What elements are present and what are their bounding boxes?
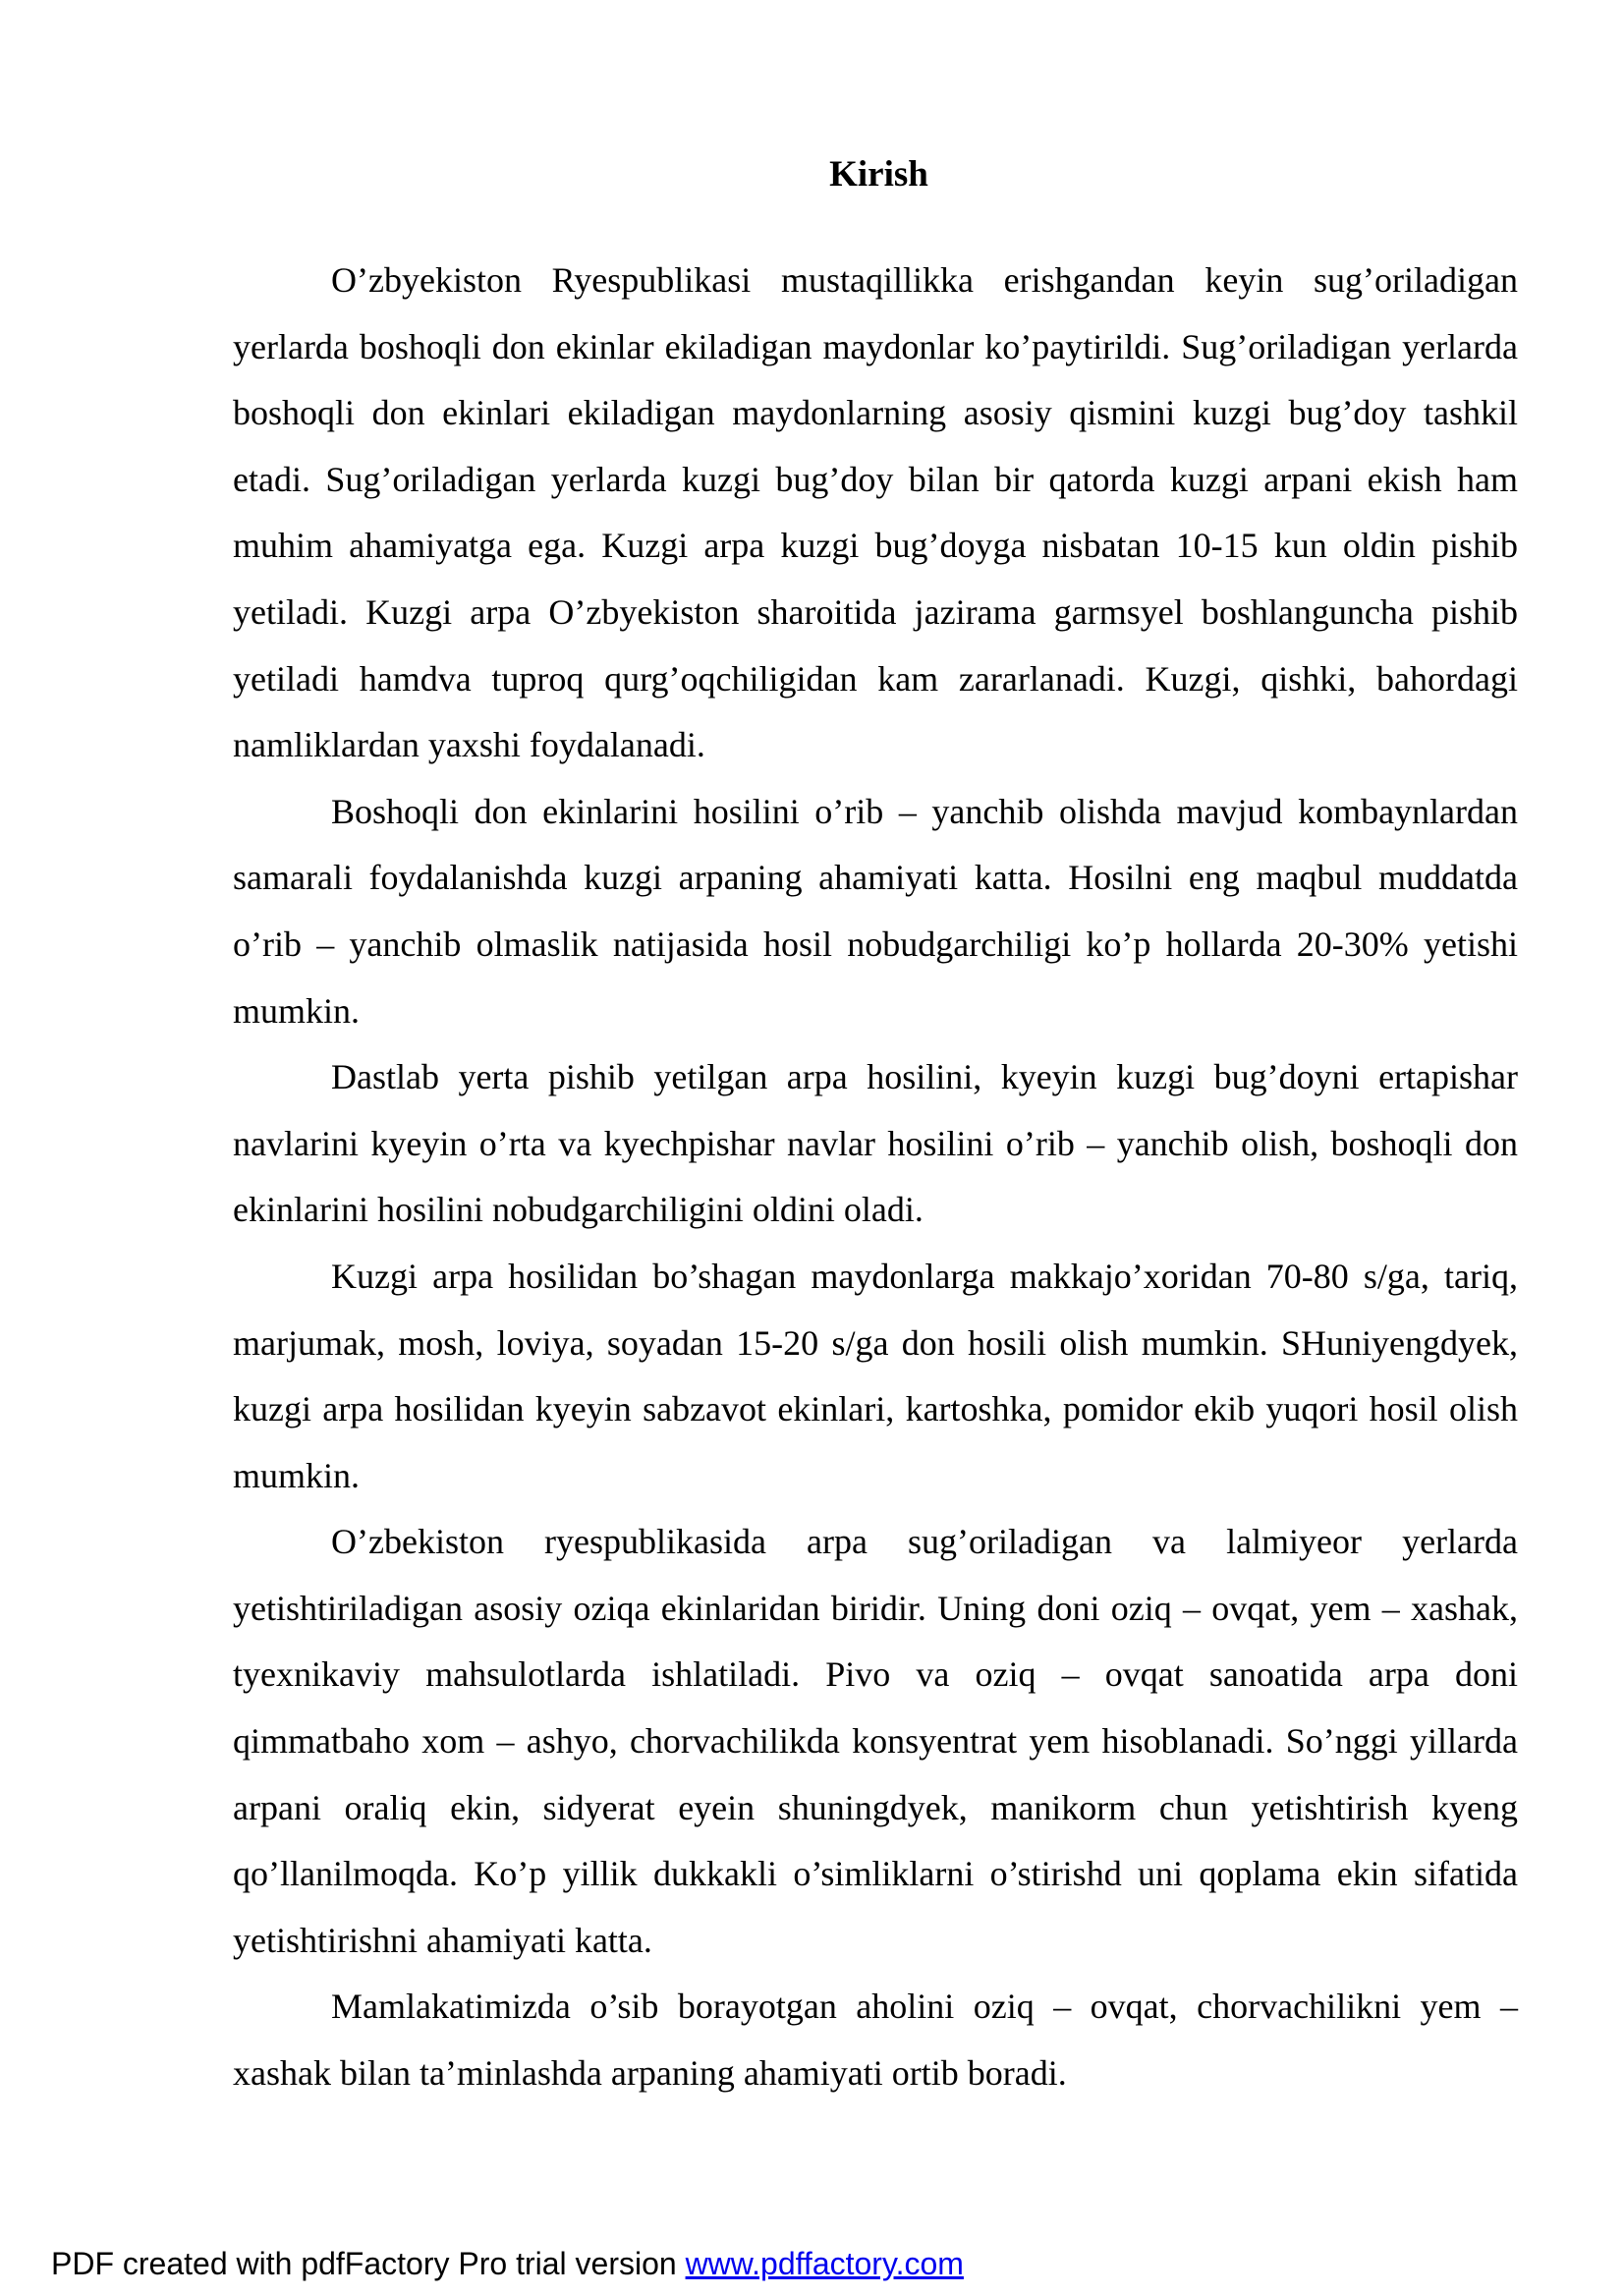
- paragraph-5: O’zbekiston ryespublikasida arpa sug’oriladigan va lalmiyeor yerlarda yetishtiriladigan asosiy oziqa ekinlaridan biridir. Uning doni oziq – ovqat, yem – xashak, tyexnikaviy mahsulotlarda ishlatiladi. Pivo va oziq – ovqat sanoatida arpa doni qimmatbaho xom – ashyo, chorvachilikda konsyentrat yem hisoblanadi. So’nggi yillarda arpani oraliq ekin, sidyerat eyein shuningdyek, manikorm chun yetishtirish kyeng qo’llanilmoqda. Ko’p yillik dukkakli o’simliklarni o’stirishd uni qoplama ekin sifatida yetishtirishni ahamiyati katta.: [233, 1522, 1518, 1960]
- page-title: Kirish: [829, 154, 928, 195]
- paragraph-4: Kuzgi arpa hosilidan bo’shagan maydonlarga makkajo’xoridan 70-80 s/ga, tariq, marjumak, mosh, loviya, soyadan 15-20 s/ga don hosili olish mumkin. SHuniyengdyek, kuzgi arpa hosilidan kyeyin sabzavot ekinlari, kartoshka, pomidor ekib yuqori hosil olish mumkin.: [233, 1256, 1518, 1495]
- paragraph-6: Mamlakatimizda o’sib borayotgan aholini oziq – ovqat, chorvachilikni yem – xashak bilan ta’minlashda arpaning ahamiyati ortib boradi.: [233, 1987, 1518, 2094]
- pdf-watermark-footer: [51, 2242, 964, 2285]
- document-body: [233, 248, 1518, 2107]
- footer-link[interactable]: www.pdffactory.com: [685, 2246, 964, 2281]
- paragraph-1: O’zbyekiston Ryespublikasi mustaqillikka erishgandan keyin sug’oriladigan yerlarda boshoqli don ekinlar ekiladigan maydonlar ko’paytirildi. Sug’oriladigan yerlarda boshoqli don ekinlari ekiladigan maydonlarning asosiy qismini kuzgi bug’doy tashkil etadi. Sug’oriladigan yerlarda kuzgi bug’doy bilan bir qatorda kuzgi arpani ekish ham muhim ahamiyatga ega. Kuzgi arpa kuzgi bug’doyga nisbatan 10-15 kun oldin pishib yetiladi. Kuzgi arpa O’zbyekiston sharoitida jazirama garmsyel boshlanguncha pishib yetiladi hamdva tuproq qurg’oqchiligidan kam zararlanadi. Kuzgi, qishki, bahordagi namliklardan yaxshi foydalanadi.: [233, 260, 1518, 765]
- footer-text: PDF created with pdfFactory Pro trial version: [51, 2246, 686, 2281]
- paragraph-2: Boshoqli don ekinlarini hosilini o’rib – yanchib olishda mavjud kombaynlardan samarali foydalanishda kuzgi arpaning ahamiyati katta. Hosilni eng maqbul muddatda o’rib – yanchib olmaslik natijasida hosil nobudgarchiligi ko’p hollarda 20-30% yetishi mumkin.: [233, 791, 1518, 1031]
- paragraph-3: Dastlab yerta pishib yetilgan arpa hosilini, kyeyin kuzgi bug’doyni ertapishar navlarini kyeyin o’rta va kyechpishar navlar hosilini o’rib – yanchib olish, boshoqli don ekinlarini hosilini nobudgarchiligini oldini oladi.: [233, 1057, 1518, 1230]
